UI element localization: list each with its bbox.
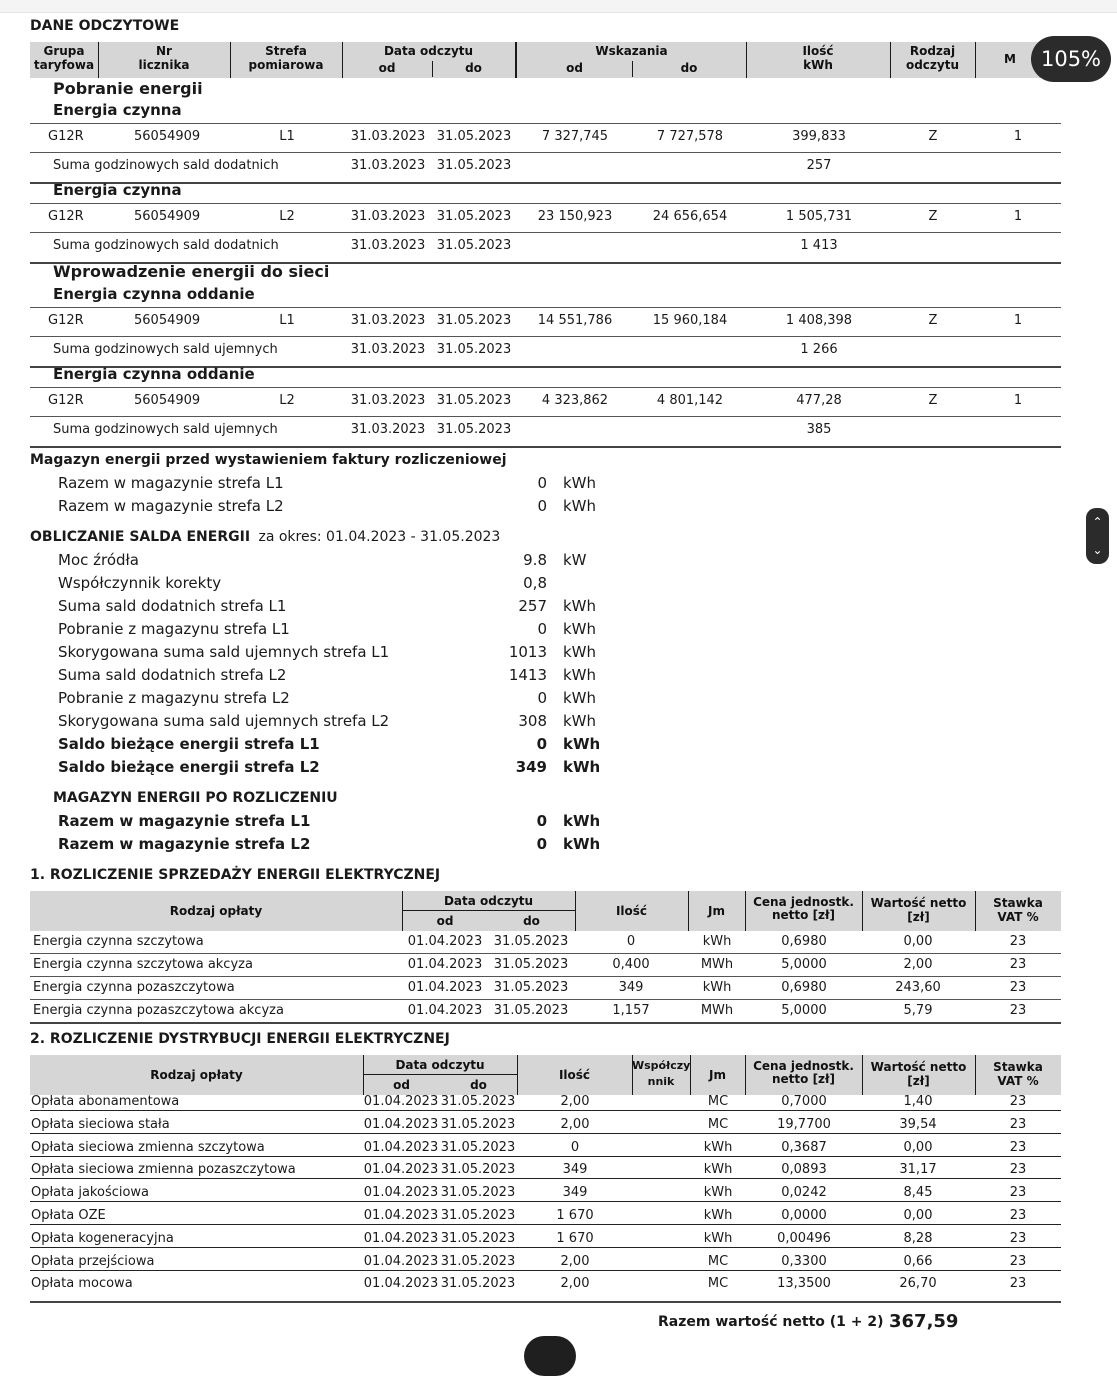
dist-vat: 23 — [1009, 1185, 1027, 1201]
sales-ilosc: 0 — [626, 934, 636, 949]
sum-label: Suma godzinowych sald dodatnich — [53, 158, 279, 173]
sales-hdr-od: od — [436, 914, 454, 928]
sales-name: Energia czynna pozaszczytowa — [33, 980, 235, 995]
dist-wartosc: 8,45 — [903, 1185, 933, 1201]
sum-do: 31.05.2023 — [436, 422, 512, 437]
reading-cell-wsk_od: 23 150,923 — [537, 209, 613, 224]
dist-jm: kWh — [703, 1162, 733, 1178]
kv-label: Moc źródła — [58, 551, 139, 569]
kv-value: 0 — [537, 474, 547, 492]
reading-cell-do: 31.05.2023 — [436, 129, 512, 144]
sales-wartosc: 2,00 — [903, 957, 933, 972]
kv-unit: kWh — [563, 712, 597, 730]
sales-wartosc: 5,79 — [903, 1003, 933, 1018]
kv-label: Saldo bieżące energii strefa L1 — [58, 735, 320, 753]
dist-cena: 0,0242 — [781, 1185, 827, 1201]
reading-cell-od: 31.03.2023 — [350, 393, 426, 408]
dist-od: 01.04.2023 — [363, 1230, 439, 1246]
reading-cell-ilosc: 399,833 — [792, 129, 846, 144]
sales-hdr-jm: Jm — [708, 904, 725, 918]
dist-cena: 13,3500 — [777, 1276, 831, 1292]
dist-name: Opłata mocowa — [31, 1276, 133, 1292]
page-scroller[interactable] — [1086, 508, 1109, 564]
row-rule — [30, 1270, 1061, 1271]
dist-do: 31.05.2023 — [440, 1094, 516, 1109]
dist-vat: 23 — [1009, 1276, 1027, 1292]
kv-value: 0,8 — [523, 574, 547, 592]
dist-name: Opłata OZE — [31, 1208, 106, 1223]
sum-od: 31.03.2023 — [350, 422, 426, 437]
dist-hdr-od: od — [393, 1078, 410, 1092]
dist-cena: 0,3300 — [781, 1253, 827, 1269]
group-bottom-rule — [30, 182, 1061, 184]
balance-title: OBLICZANIE SALDA ENERGII — [30, 529, 251, 545]
dist-wartosc: 39,54 — [899, 1116, 937, 1132]
row-rule — [30, 123, 1061, 124]
kv-label: Pobranie z magazynu strefa L2 — [58, 689, 290, 707]
sum-ilosc: 257 — [806, 158, 832, 173]
reading-cell-wsk_do: 7 727,578 — [656, 129, 724, 144]
dist-od: 01.04.2023 — [363, 1094, 439, 1109]
kv-label: Pobranie z magazynu strefa L1 — [58, 620, 290, 638]
dist-do: 31.05.2023 — [440, 1139, 516, 1155]
reading-cell-ilosc: 477,28 — [796, 393, 842, 408]
dist-ilosc: 2,00 — [560, 1116, 590, 1132]
dist-wartosc: 8,28 — [903, 1230, 933, 1246]
dist-wartosc: 0,00 — [903, 1208, 933, 1223]
group-bottom-rule — [30, 446, 1061, 448]
reading-cell-ilosc: 1 505,731 — [785, 209, 853, 224]
dist-hdr-wsp: Współczy nnik — [632, 1059, 691, 1088]
dist-do: 31.05.2023 — [440, 1208, 516, 1223]
dist-od: 01.04.2023 — [363, 1116, 439, 1132]
kv-label: Razem w magazynie strefa L2 — [58, 497, 284, 515]
hdr-data-od: od — [378, 61, 396, 75]
group-label: Energia czynna oddanie — [53, 285, 255, 303]
storage-before-title: Magazyn energii przed wystawieniem faktury rozliczeniowej — [30, 452, 507, 468]
kv-unit: kW — [563, 551, 587, 569]
row-rule — [30, 203, 1061, 204]
hdr-wsk-od: od — [566, 61, 583, 75]
dist-do: 31.05.2023 — [440, 1116, 516, 1132]
dist-od: 01.04.2023 — [363, 1253, 439, 1269]
sales-title: 1. ROZLICZENIE SPRZEDAŻY ENERGII ELEKTRYCZNEJ — [30, 867, 441, 883]
dist-cena: 0,7000 — [781, 1094, 827, 1109]
dist-vat: 23 — [1009, 1208, 1027, 1223]
reading-cell-od: 31.03.2023 — [350, 209, 426, 224]
hdr-wskazania: Wskazania — [595, 44, 668, 58]
dist-name: Opłata kogeneracyjna — [31, 1230, 174, 1246]
kv-value: 0 — [536, 735, 547, 753]
sum-ilosc: 1 413 — [800, 238, 838, 253]
dist-vat: 23 — [1009, 1253, 1027, 1269]
sales-jm: MWh — [700, 1003, 734, 1018]
dist-hdr-do: do — [470, 1078, 487, 1092]
dist-od: 01.04.2023 — [363, 1276, 439, 1292]
dist-ilosc: 2,00 — [560, 1094, 590, 1109]
dist-name: Opłata sieciowa stała — [31, 1116, 170, 1132]
kv-label: Współczynnik korekty — [58, 574, 222, 592]
kv-label: Razem w magazynie strefa L1 — [58, 474, 284, 492]
dist-ilosc: 349 — [562, 1185, 588, 1201]
balance-heading — [30, 529, 500, 545]
reading-cell-rodzaj: Z — [928, 313, 938, 328]
row-rule — [30, 336, 1061, 337]
kv-value: 349 — [515, 758, 547, 776]
sum-label: Suma godzinowych sald ujemnych — [53, 342, 278, 357]
sales-name: Energia czynna szczytowa — [33, 934, 204, 949]
dist-hdr-jm: Jm — [709, 1068, 726, 1082]
chevron-up-icon[interactable]: ⌃ — [1092, 515, 1103, 529]
dist-do: 31.05.2023 — [440, 1276, 516, 1292]
distribution-title: 2. ROZLICZENIE DYSTRYBUCJI ENERGII ELEKTRYCZNEJ — [30, 1031, 450, 1047]
sales-vat: 23 — [1009, 957, 1027, 972]
dist-hdr-rodzaj: Rodzaj opłaty — [150, 1068, 243, 1082]
dist-hdr-wartosc: Wartość netto [zł] — [870, 1060, 967, 1088]
hdr-ilosc: Ilość kWh — [802, 44, 834, 72]
dist-hdr-cena: Cena jednostk. netto [zł] — [753, 1059, 854, 1086]
dist-ilosc: 2,00 — [560, 1253, 590, 1269]
kv-value: 1413 — [508, 666, 547, 684]
sales-hdr-rodzaj: Rodzaj opłaty — [169, 904, 263, 918]
sales-do: 31.05.2023 — [493, 934, 569, 949]
sum-do: 31.05.2023 — [436, 238, 512, 253]
hdr-nr: Nr licznika — [138, 44, 190, 72]
sum-ilosc: 1 266 — [800, 342, 838, 357]
sales-vat: 23 — [1009, 980, 1027, 995]
dist-cena: 19,7700 — [777, 1116, 831, 1132]
sales-wartosc: 0,00 — [903, 934, 933, 949]
dist-cena: 0,0000 — [781, 1208, 827, 1223]
hdr-data-do: do — [465, 61, 482, 75]
kv-unit: kWh — [563, 497, 597, 515]
readings-title: DANE ODCZYTOWE — [30, 18, 180, 34]
row-rule — [30, 307, 1061, 308]
sales-hdr-cena: Cena jednostk. netto [zł] — [753, 895, 854, 922]
dist-jm: MC — [707, 1276, 729, 1292]
dist-name: Opłata przejściowa — [31, 1253, 155, 1269]
reading-cell-ilosc: 1 408,398 — [785, 313, 853, 328]
dist-jm: kWh — [703, 1208, 733, 1223]
dist-vat: 23 — [1009, 1094, 1027, 1109]
sales-hdr-do: do — [523, 914, 540, 928]
kv-unit: kWh — [563, 666, 597, 684]
row-rule — [30, 1022, 1061, 1024]
reading-cell-nr: 56054909 — [134, 209, 201, 224]
group-label: Energia czynna — [53, 101, 182, 119]
sum-od: 31.03.2023 — [350, 342, 426, 357]
kv-label: Razem w magazynie strefa L1 — [58, 812, 311, 830]
dist-wartosc: 1,40 — [903, 1094, 933, 1109]
dist-name: Opłata jakościowa — [31, 1185, 150, 1201]
sales-ilosc: 349 — [618, 980, 644, 995]
dist-od: 01.04.2023 — [363, 1139, 439, 1155]
dist-jm: MC — [707, 1253, 729, 1269]
row-rule — [30, 232, 1061, 233]
hdr-sep — [975, 42, 976, 78]
section-pobranie: Pobranie energii — [53, 79, 203, 98]
dist-od: 01.04.2023 — [363, 1162, 439, 1178]
dist-jm: kWh — [703, 1230, 733, 1246]
sales-vat: 23 — [1009, 1003, 1027, 1018]
hdr-data: Data odczytu — [383, 44, 474, 58]
reading-cell-strefa: L1 — [279, 129, 295, 144]
sales-name: Energia czynna pozaszczytowa akcyza — [33, 1003, 284, 1018]
reading-cell-nr: 56054909 — [134, 313, 201, 328]
dist-ilosc: 1 670 — [556, 1230, 594, 1246]
dist-do: 31.05.2023 — [440, 1162, 516, 1178]
sum-do: 31.05.2023 — [436, 158, 512, 173]
reading-cell-nr: 56054909 — [134, 129, 201, 144]
row-rule — [30, 1247, 1061, 1248]
dist-hdr-ilosc: Ilość — [558, 1068, 591, 1082]
reading-cell-grupa: G12R — [48, 129, 84, 144]
kv-label: Suma sald dodatnich strefa L1 — [58, 597, 287, 615]
reading-cell-wsk_od: 14 551,786 — [537, 313, 613, 328]
group-label: Energia czynna — [53, 181, 182, 199]
kv-label: Suma sald dodatnich strefa L2 — [58, 666, 287, 684]
reading-cell-strefa: L2 — [279, 393, 295, 408]
reading-cell-grupa: G12R — [48, 209, 84, 224]
sales-cena: 5,0000 — [781, 1003, 827, 1018]
dist-hdr-data: Data odczytu — [395, 1058, 485, 1072]
reading-cell-m: 1 — [1013, 209, 1023, 224]
sales-hdr-wartosc: Wartość netto [zł] — [870, 896, 967, 924]
sum-od: 31.03.2023 — [350, 158, 426, 173]
dist-do: 31.05.2023 — [440, 1230, 516, 1246]
sales-wartosc: 243,60 — [895, 980, 941, 995]
dist-wartosc: 0,00 — [903, 1139, 933, 1155]
dist-cena: 0,3687 — [781, 1139, 827, 1155]
kv-value: 1013 — [508, 643, 547, 661]
sales-name: Energia czynna szczytowa akcyza — [33, 957, 253, 972]
reading-cell-rodzaj: Z — [928, 209, 938, 224]
reading-cell-strefa: L2 — [279, 209, 295, 224]
dist-do: 31.05.2023 — [440, 1185, 516, 1201]
sum-od: 31.03.2023 — [350, 238, 426, 253]
storage-after-title: MAGAZYN ENERGII PO ROZLICZENIU — [53, 790, 338, 806]
dist-do: 31.05.2023 — [440, 1253, 516, 1269]
kv-unit: kWh — [563, 689, 597, 707]
dist-jm: MC — [707, 1094, 729, 1109]
reading-cell-rodzaj: Z — [928, 129, 938, 144]
floating-action-button[interactable] — [524, 1336, 576, 1376]
kv-label: Saldo bieżące energii strefa L2 — [58, 758, 320, 776]
dist-ilosc: 2,00 — [560, 1276, 590, 1292]
kv-value: 257 — [518, 597, 547, 615]
sales-do: 31.05.2023 — [493, 957, 569, 972]
sales-ilosc: 0,400 — [612, 957, 650, 972]
dist-wartosc: 31,17 — [899, 1162, 937, 1178]
dist-jm: kWh — [703, 1185, 733, 1201]
dist-vat: 23 — [1009, 1230, 1027, 1246]
dist-name: Opłata sieciowa zmienna pozaszczytowa — [31, 1162, 296, 1178]
sales-jm: MWh — [700, 957, 734, 972]
dist-ilosc: 349 — [562, 1162, 588, 1178]
kv-label: Razem w magazynie strefa L2 — [58, 835, 311, 853]
row-rule — [30, 1224, 1061, 1225]
reading-cell-m: 1 — [1013, 313, 1023, 328]
sales-cena: 0,6980 — [781, 934, 827, 949]
kv-label: Skorygowana suma sald ujemnych strefa L1 — [58, 643, 390, 661]
kv-unit: kWh — [563, 812, 601, 830]
section-wprowadzenie: Wprowadzenie energii do sieci — [53, 262, 330, 281]
dist-name: Opłata abonamentowa — [31, 1094, 180, 1109]
kv-unit: kWh — [563, 643, 597, 661]
zoom-indicator[interactable]: 105% — [1031, 36, 1111, 82]
reading-cell-do: 31.05.2023 — [436, 209, 512, 224]
dist-ilosc: 1 670 — [556, 1208, 594, 1223]
sales-od: 01.04.2023 — [407, 934, 483, 949]
sum-label: Suma godzinowych sald ujemnych — [53, 422, 278, 437]
dist-wartosc: 0,66 — [903, 1253, 933, 1269]
dist-name: Opłata sieciowa zmienna szczytowa — [31, 1139, 265, 1155]
reading-cell-grupa: G12R — [48, 313, 84, 328]
row-rule — [30, 416, 1061, 417]
sales-od: 01.04.2023 — [407, 980, 483, 995]
dist-wartosc: 26,70 — [899, 1276, 937, 1292]
hdr-sep — [363, 1074, 517, 1075]
reading-cell-wsk_do: 4 801,142 — [656, 393, 724, 408]
dist-vat: 23 — [1009, 1162, 1027, 1178]
sum-label: Suma godzinowych sald dodatnich — [53, 238, 279, 253]
reading-cell-wsk_do: 24 656,654 — [652, 209, 728, 224]
sales-ilosc: 1,157 — [612, 1003, 650, 1018]
kv-value: 308 — [518, 712, 547, 730]
sales-do: 31.05.2023 — [493, 980, 569, 995]
reading-cell-wsk_od: 4 323,862 — [541, 393, 609, 408]
reading-cell-do: 31.05.2023 — [436, 393, 512, 408]
sales-cena: 0,6980 — [781, 980, 827, 995]
top-strip — [0, 0, 1117, 13]
kv-unit: kWh — [563, 735, 601, 753]
kv-unit: kWh — [563, 474, 597, 492]
group-label: Energia czynna oddanie — [53, 365, 255, 383]
row-rule — [30, 1133, 1061, 1134]
dist-cena: 0,0893 — [781, 1162, 827, 1178]
kv-value: 0 — [537, 497, 547, 515]
kv-value: 0 — [537, 689, 547, 707]
hdr-wsk-do: do — [680, 61, 698, 75]
dist-od: 01.04.2023 — [363, 1185, 439, 1201]
hdr-strefa: Strefa pomiarowa — [248, 44, 324, 72]
dist-vat: 23 — [1009, 1139, 1027, 1155]
sales-vat: 23 — [1009, 934, 1027, 949]
row-rule — [30, 152, 1061, 153]
kv-value: 0 — [537, 620, 547, 638]
reading-cell-grupa: G12R — [48, 393, 84, 408]
sales-jm: kWh — [702, 934, 732, 949]
sales-od: 01.04.2023 — [407, 1003, 483, 1018]
reading-cell-do: 31.05.2023 — [436, 313, 512, 328]
sales-hdr-vat: Stawka VAT % — [993, 896, 1043, 924]
kv-unit: kWh — [563, 620, 597, 638]
hdr-rodzaj: Rodzaj odczytu — [905, 44, 960, 72]
total-label: Razem wartość netto (1 + 2) — [658, 1314, 884, 1330]
sum-do: 31.05.2023 — [436, 342, 512, 357]
kv-value: 0 — [536, 835, 547, 853]
dist-hdr-vat: Stawka VAT % — [993, 1060, 1043, 1088]
kv-value: 9.8 — [523, 551, 547, 569]
dist-jm: kWh — [703, 1139, 733, 1155]
reading-cell-wsk_od: 7 327,745 — [541, 129, 609, 144]
kv-unit: kWh — [563, 597, 597, 615]
sales-do: 31.05.2023 — [493, 1003, 569, 1018]
reading-cell-rodzaj: Z — [928, 393, 938, 408]
reading-cell-nr: 56054909 — [134, 393, 201, 408]
kv-value: 0 — [536, 812, 547, 830]
dist-vat: 23 — [1009, 1116, 1027, 1132]
reading-cell-m: 1 — [1013, 393, 1023, 408]
reading-cell-wsk_do: 15 960,184 — [652, 313, 728, 328]
row-rule — [30, 387, 1061, 388]
dist-jm: MC — [707, 1116, 729, 1132]
hdr-m: M — [1004, 52, 1016, 66]
hdr-grupa: Grupa taryfowa — [33, 44, 95, 72]
row-rule — [30, 976, 1061, 977]
hdr-sep — [402, 910, 575, 911]
dist-bottom-rule — [30, 1301, 1061, 1303]
chevron-down-icon[interactable]: ⌄ — [1092, 543, 1103, 557]
total-value: 367,59 — [889, 1311, 959, 1332]
sales-cena: 5,0000 — [781, 957, 827, 972]
sales-jm: kWh — [702, 980, 732, 995]
dist-od: 01.04.2023 — [363, 1208, 439, 1223]
sales-od: 01.04.2023 — [407, 957, 483, 972]
kv-unit: kWh — [563, 758, 601, 776]
row-rule — [30, 1156, 1061, 1157]
row-rule — [30, 999, 1061, 1000]
reading-cell-m: 1 — [1013, 129, 1023, 144]
sales-hdr-ilosc: Ilość — [615, 904, 648, 918]
row-rule — [30, 1110, 1061, 1111]
balance-period: za okres: 01.04.2023 - 31.05.2023 — [258, 529, 501, 545]
kv-label: Skorygowana suma sald ujemnych strefa L2 — [58, 712, 390, 730]
row-rule — [30, 953, 1061, 954]
kv-unit: kWh — [563, 835, 601, 853]
dist-cena: 0,00496 — [777, 1230, 831, 1246]
sales-hdr-data: Data odczytu — [443, 894, 534, 908]
reading-cell-od: 31.03.2023 — [350, 129, 426, 144]
reading-cell-strefa: L1 — [279, 313, 295, 328]
sum-ilosc: 385 — [806, 422, 832, 437]
row-rule — [30, 1201, 1061, 1202]
dist-ilosc: 0 — [570, 1139, 580, 1155]
row-rule — [30, 1178, 1061, 1179]
reading-cell-od: 31.03.2023 — [350, 313, 426, 328]
